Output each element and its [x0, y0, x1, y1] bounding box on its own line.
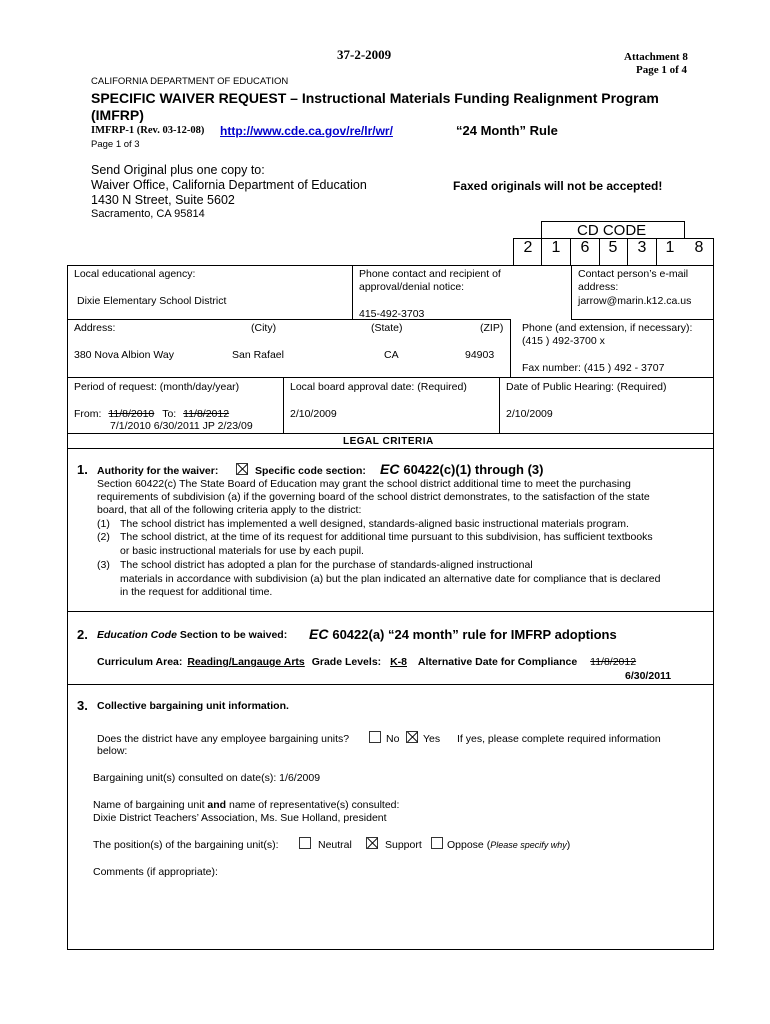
phone-contact-value: 415-492-3703 — [359, 308, 425, 320]
section-2-number: 2. — [77, 627, 88, 642]
curriculum-label: Curriculum Area: — [97, 656, 183, 668]
phone-ext-value: (415 ) 492-3700 x — [522, 335, 605, 347]
bargaining-name-value: Dixie District Teachers’ Association, Ms. Sue Holland, president — [93, 812, 387, 824]
public-hearing-label: Date of Public Hearing: (Required) — [506, 381, 667, 393]
period-revised-dates: 7/1/2010 6/30/2011 JP 2/23/09 — [110, 420, 253, 432]
phone-contact-label: Phone contact and recipient of — [359, 268, 501, 280]
code-section: 60422(a) “24 month” rule for IMFRP adoptions — [332, 627, 617, 642]
from-date-struck: 11/8/2010 — [108, 408, 155, 420]
support-label: Support — [385, 839, 422, 851]
fax-warning: Faxed originals will not be accepted! — [453, 179, 663, 193]
lea-label: Local educational agency: — [74, 268, 196, 280]
support-checkbox[interactable] — [366, 837, 378, 849]
authority-label: Authority for the waiver: — [97, 465, 219, 477]
section-1-text: requirements of subdivision (a) if the governing board of the school district demonstrates, to the satisfaction of the state — [97, 491, 650, 503]
phone-ext-label: Phone (and extension, if necessary): — [522, 322, 693, 334]
street-value: 380 Nova Albion Way — [74, 349, 175, 361]
rule-name: “24 Month” Rule — [456, 123, 558, 138]
no-label: No — [386, 733, 400, 745]
comments-label: Comments (if appropriate): — [93, 866, 218, 878]
cd-code-label: CD CODE — [577, 222, 647, 239]
criteria-text: The school district has adopted a plan for the purchase of standards-aligned instructional — [120, 559, 533, 571]
oppose-close: ) — [566, 839, 571, 851]
cd-code-digit: 1 — [665, 239, 675, 256]
cd-code-digit: 5 — [608, 239, 618, 256]
bargaining-unit-label: Name of bargaining unit — [93, 799, 205, 811]
code-section: 60422(c)(1) through (3) — [403, 462, 544, 477]
code-prefix: EC — [309, 626, 329, 642]
section-1-text: board, that all of the following criteria apply to the district: — [97, 504, 362, 516]
bargaining-name-label — [93, 799, 399, 811]
city-label: (City) — [251, 322, 277, 334]
code-prefix: EC — [380, 461, 400, 477]
fax-number: Fax number: (415 ) 492 - 3707 — [522, 362, 665, 374]
from-label: From: — [74, 408, 102, 420]
grade-label: Grade Levels: — [311, 656, 382, 668]
section-1-text: Section 60422(c) The State Board of Education may grant the school district additional time to meet the purchasing — [97, 478, 631, 490]
section-2-label — [97, 629, 287, 641]
education-code-label: Education Code — [97, 629, 177, 641]
state-label: (State) — [371, 322, 403, 334]
alt-date-label: Alternative Date for Compliance — [417, 656, 578, 668]
criteria-text: materials in accordance with subdivision (a) but the plan indicated an alternative date for compliance that is declared — [120, 573, 661, 585]
attachment-label: Attachment 8 — [624, 51, 688, 63]
consulted-dates: Bargaining unit(s) consulted on date(s): 1/6/2009 — [93, 772, 321, 784]
cd-code-digit: 2 — [523, 239, 533, 256]
state-value: CA — [384, 349, 399, 361]
criteria-text: The school district has implemented a well designed, standards-aligned basic instructional materials program. — [120, 518, 629, 530]
neutral-checkbox[interactable] — [299, 837, 311, 849]
email-label-2: address: — [578, 281, 619, 293]
form-page-indicator: Page 1 of 3 — [91, 139, 140, 150]
oppose-label: Oppose ( — [447, 839, 491, 851]
to-label: To: — [162, 408, 177, 420]
send-instructions: Send Original plus one copy to: — [91, 163, 265, 177]
cd-code-digit: 1 — [551, 239, 561, 256]
specific-code-label: Specific code section: — [255, 465, 366, 477]
criteria-text: or basic instructional materials for use by each pupil. — [120, 545, 364, 557]
criteria-number: (1) — [97, 518, 110, 530]
and-label: and — [207, 799, 227, 811]
no-checkbox[interactable] — [369, 731, 381, 743]
grade-value: K-8 — [390, 656, 407, 668]
yes-label: Yes — [423, 733, 441, 745]
cd-code-digit: 8 — [694, 239, 704, 256]
board-approval-date: 2/10/2009 — [290, 408, 337, 420]
public-hearing-date: 2/10/2009 — [506, 408, 553, 420]
email-label: Contact person’s e-mail — [578, 268, 689, 280]
lea-value: Dixie Elementary School District — [77, 295, 227, 307]
form-id: IMFRP-1 (Rev. 03-12-08) — [91, 125, 205, 136]
legal-criteria-heading: LEGAL CRITERIA — [343, 436, 434, 447]
alt-date-struck: 11/8/2012 — [590, 656, 637, 668]
yes-note: If yes, please complete required information — [457, 733, 661, 745]
yes-checkbox[interactable] — [406, 731, 418, 743]
position-label: The position(s) of the bargaining unit(s): — [93, 839, 279, 851]
period-from-line — [74, 408, 229, 420]
form-title: SPECIFIC WAIVER REQUEST – Instructional Materials Funding Realignment Program — [91, 90, 659, 106]
section-3-number: 3. — [77, 698, 88, 713]
section-1-number: 1. — [77, 462, 88, 477]
authority-checkbox[interactable] — [236, 463, 248, 475]
criteria-text: The school district, at the time of its request for additional time pursuant to this subdivision, has sufficient textbooks — [120, 531, 653, 543]
neutral-label: Neutral — [318, 839, 352, 851]
send-address-office: Waiver Office, California Department of Education — [91, 178, 367, 192]
criteria-number: (3) — [97, 559, 110, 571]
alt-date-new: 6/30/2011 — [625, 670, 672, 682]
section-waived-label: Section to be waived: — [179, 629, 288, 641]
zip-label: (ZIP) — [480, 322, 504, 334]
criteria-number: (2) — [97, 531, 110, 543]
send-address-city: Sacramento, CA 95814 — [91, 208, 205, 220]
phone-contact-label-2: approval/denial notice: — [359, 281, 465, 293]
to-date-struck: 11/8/2012 — [183, 408, 230, 420]
curriculum-line — [97, 656, 636, 668]
cd-code-digit: 3 — [637, 239, 647, 256]
page-indicator: Page 1 of 4 — [636, 64, 688, 76]
section-3-title: Collective bargaining unit information. — [97, 700, 289, 712]
bargaining-question: Does the district have any employee bargaining units? — [97, 733, 350, 745]
document-number: 37-2-2009 — [337, 47, 392, 62]
form-title-acronym: (IMFRP) — [91, 107, 144, 123]
curriculum-value: Reading/Langauge Arts — [187, 656, 305, 668]
oppose-checkbox[interactable] — [431, 837, 443, 849]
period-label: Period of request: (month/day/year) — [74, 381, 240, 393]
cd-code-digit: 6 — [580, 239, 590, 256]
representative-label: name of representative(s) consulted: — [229, 799, 400, 811]
send-address-street: 1430 N Street, Suite 5602 — [91, 193, 235, 207]
section-2-code — [309, 626, 617, 642]
oppose-note: Please specify why — [490, 840, 567, 850]
criteria-text: in the request for additional time. — [120, 586, 273, 598]
section-1-code — [380, 461, 543, 477]
oppose-line — [447, 839, 570, 851]
email-value: jarrow@marin.k12.ca.us — [578, 295, 692, 307]
form-url-link[interactable]: http://www.cde.ca.gov/re/lr/wr/ — [220, 124, 393, 138]
zip-value: 94903 — [465, 349, 495, 361]
bargaining-question-2: below: — [97, 745, 128, 757]
address-label: Address: — [74, 322, 116, 334]
city-value: San Rafael — [232, 349, 284, 361]
board-approval-label: Local board approval date: (Required) — [290, 381, 467, 393]
department-name: CALIFORNIA DEPARTMENT OF EDUCATION — [91, 76, 289, 87]
